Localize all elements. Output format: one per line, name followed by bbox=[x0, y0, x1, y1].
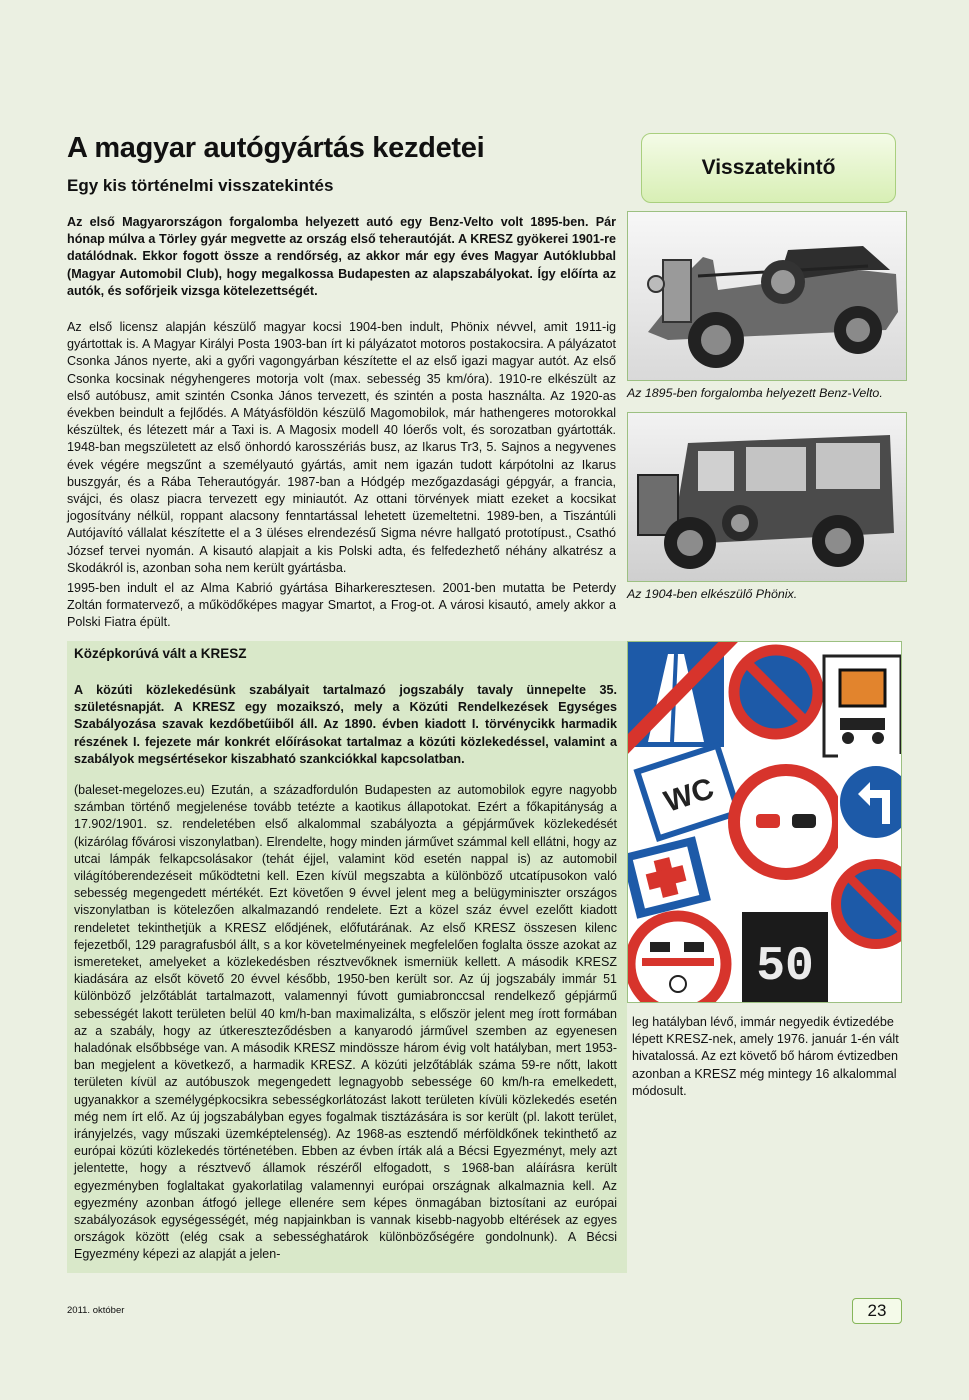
footer-date: 2011. október bbox=[67, 1305, 125, 1316]
car-sedan-illustration bbox=[628, 413, 906, 581]
car-roadster-illustration bbox=[628, 212, 906, 380]
page-number: 23 bbox=[852, 1298, 902, 1324]
traffic-signs-collage bbox=[627, 641, 902, 1003]
photo-benz-velto bbox=[627, 211, 907, 381]
intro-lead bbox=[67, 214, 616, 300]
section-badge: Visszatekintő bbox=[641, 133, 896, 203]
wc-sign-label: WC bbox=[660, 771, 718, 819]
article-title: A magyar autógyártás kezdetei bbox=[67, 132, 485, 164]
intro-lead-text: Az első Magyarországon forgalomba helyezett autó egy Benz-Velto volt 1895-ben. Pár hónap múlva a Törley gyár megvette az ország első teherautóját. A KRESZ gyökerei 1901-re datálódnak. Ekkor fogott össze a rendőrség, az akkor már egy éves Magyar Autóklubbal (Magyar Automobil Club), hogy megalkossa Budapesten az alapszabályokat. Így előírta az autók, és sofőrjeik vizsga kötelezettségét. bbox=[67, 215, 616, 298]
kresz-lead bbox=[74, 682, 617, 768]
speed-limit-label: 50 bbox=[756, 940, 814, 994]
kresz-continuation-text: leg hatályban lévő, immár negyedik évtizedébe lépett KRESZ-nek, amely 1976. január 1-én vált hivatalossá. Az ezt követő bő három évtizedben azonban a KRESZ még mintegy 16 alkalommal módosult. bbox=[632, 1015, 899, 1098]
turn-left-sign-icon bbox=[838, 754, 901, 856]
no-stopping-sign-icon bbox=[836, 864, 901, 944]
no-overtaking-sign-icon bbox=[734, 770, 838, 874]
speed-limit-display-icon bbox=[742, 912, 828, 1002]
kresz-body bbox=[74, 782, 617, 1264]
intro-body bbox=[67, 319, 616, 632]
no-vehicles-sign-icon bbox=[630, 916, 726, 1002]
hazardous-goods-sign-icon bbox=[824, 656, 901, 756]
intro-paragraph-2: 1995-ben indult el az Alma Kabrió gyártása Biharkeresztesen. 2001-ben mutatta be Peterdy Zoltán formatervező, a működőképes magyar Smartot, a Frog-ot. A városi kisautó, amely akkor a Polski Fiatra épült. bbox=[67, 581, 616, 630]
traffic-signs-illustration bbox=[628, 642, 901, 1002]
no-parking-sign-icon bbox=[734, 650, 818, 734]
kresz-body-text: (baleset-megelozes.eu) Ezután, a századfordulón Budapesten az automobilok egyre nagyobb számban történő megjelenése tovább tetézte a kaotikus állapotokat. Ezért a főkapitányság a 17.902/1901. sz. rendeletében első alkalommal szabályozta a gépjárművek közlekedését (kizárólag fővárosi viszonylatban). Elrendelte, hogy minden járművet számmal kell ellátni, hogy az utcai lámpák felkapcsolásakor (tehát éjjel, valamint köd esetén nappal is) az automobil világítóberendezéseit működtetni kell. Ezen kívül megszabta a különböző utcatípusokon való sebesség megengedett mértékét. Ezt követően 9 évvel jelent meg a belügyminiszter országos viszonylatban is kötelezően alkalmazandó rendelete. Ezt a közel száz évvel ezelőtt kiadott rendeletet tekinthetjük a KRESZ elődjének, előfutárának. Az első KRESZ összesen kilenc fejezetből, 129 paragrafusból állt, s a kor követelményeinek megfelelően foglalta össze azokat az ismereteket, amelyeket a közlekedésben résztvevőknek ismerniük kellett. A második KRESZ kiadására az elsőt követő 20 évvel később, 1950-ben került sor. Az új jogszabály immár 51 különböző jelzőtáblát tartalmazott, valamennyi fúvott gumiabronccsal rendelkező gépjármű sebességét lakott területen belül 40 km/h-ban maximalizálta, s először jelent meg írott formában az a szabály, hogy az útkereszteződésben a kanyarodó járművel szemben az egyenesen haladónak elsőbbsége van. A második KRESZ mindössze három évig volt hatályban, mert 1953-ban megjelent a következő, a harmadik KRESZ. A közúti jelzőtáblák száma 59-re nőtt, lakott területen kívül az autóbuszok megengedett legnagyobb sebessége 60 km/h-ra emelkedett, ugyanakkor a személygépkocsikra sebességkorlátozást lakott területen kívüli közlekedés esetén még nem írt elő. Az új jogszabályban egyes fogalmak tisztázására is sor került (pl. lakott terület, irányjelzés, vagy műszaki üzemképtelenség). Az 1968-as esztendő mérföldkőnek tekinthető az európai közúti közlekedés történetében. Ebben az évben írták alá a Bécsi Egyezményt, mely azt jelentette, hogy a résztvevő államok részéről elfogadott, s 1968-ban aláírásra került egyezményben foglaltakat gyakorlatilag valamennyi európai országnak alkalmaznia kell. Az egyezmény azonban átfogó jellege ellenére sem képes önmagában biztosítani az európai szabályozások egységességét, még napjainkban is vannak kisebb-nagyobb eltérések az egyes országok között (elég csak a sebességhatárok különbözőségére gondolnunk). A Bécsi Egyezmény képezi az alapját a jelen- bbox=[74, 783, 617, 1262]
photo-caption-1: Az 1895-ben forgalomba helyezett Benz-Velto. bbox=[627, 386, 883, 400]
motorway-end-sign-icon bbox=[628, 642, 734, 754]
kresz-lead-text: A közúti közlekedésünk szabályait tartalmazó jogszabály tavaly ünnepelte 35. születésnapját. A KRESZ egy mozaikszó, mely a Közúti Rendelkezések Egységes Szabályozása szavak kezdőbetűiből áll. Az 1890. évben kiadott I. törvénycikk harmadik részének I. fejezete már konkrét előírásokat tartalmaz a közúti közlekedéssel, valamint a szabályok megsértésekor kiszabható szankciókkal kapcsolatban. bbox=[74, 683, 617, 766]
kresz-continuation bbox=[632, 1014, 900, 1100]
photo-caption-2: Az 1904-ben elkészülő Phönix. bbox=[627, 587, 798, 601]
kresz-heading: Középkorúvá vált a KRESZ bbox=[74, 646, 247, 661]
article-subtitle: Egy kis történelmi visszatekintés bbox=[67, 176, 334, 195]
intro-paragraph-1: Az első licensz alapján készülő magyar kocsi 1904-ben indult, Phönix névvel, amit 1911-ig gyártottak is. A Magyar Királyi Posta 1903-ban írt ki pályázatot motoros postakocsira. A pályázatot Csonka János nyerte, aki a győri vagongyárban készítette el az első igazi magyar autót. Az első Csonka kocsinak négyhengeres motorja volt (max. sebesség 35 km/óra). 1910-re elkészült az első autóbusz, amit szintén Csonka János tervezett, és szintén a posta használta. Az 1920-as években beindult a fejlődés. A Mátyásföldön készülő Magomobilok, már hathengeres motorokkal készültek, és létezett már a Taxi is. A Magosix modell 40 lóerős volt, és sorozatban gyártották. 1948-ban megszületett az első önhordó karosszériás busz, az Ikarus Tr3, 5. Sajnos a negyvenes évek végére megszűnt a személyautó gyártás, amit nem igazán tudott kárpótolni az Ikarus buszgyár, és a Rába Teherautógyár. 1987-ban a Hódgép mezőgazdasági gépgyár, a francia, svájci, és olasz piacra tervezett egy miniautót. Az ottani törvények miatt ezeket a kocsikat jogosítvány nélkül, roppant alacsony fenntartással lehetett üzemeltetni. 1989-ben, a Tiszántúli Autójavító vállalat készítette el a 3 üléses elrendezésű Sigma névre hallgató prototípust., Csathó József tervei nyomán. A kisautó alapjait a kis Polski adta, és felfedezhető néhány alkatrész a Skodákról is, azonban soha nem került gyártásba. bbox=[67, 320, 616, 575]
photo-phonix bbox=[627, 412, 907, 582]
